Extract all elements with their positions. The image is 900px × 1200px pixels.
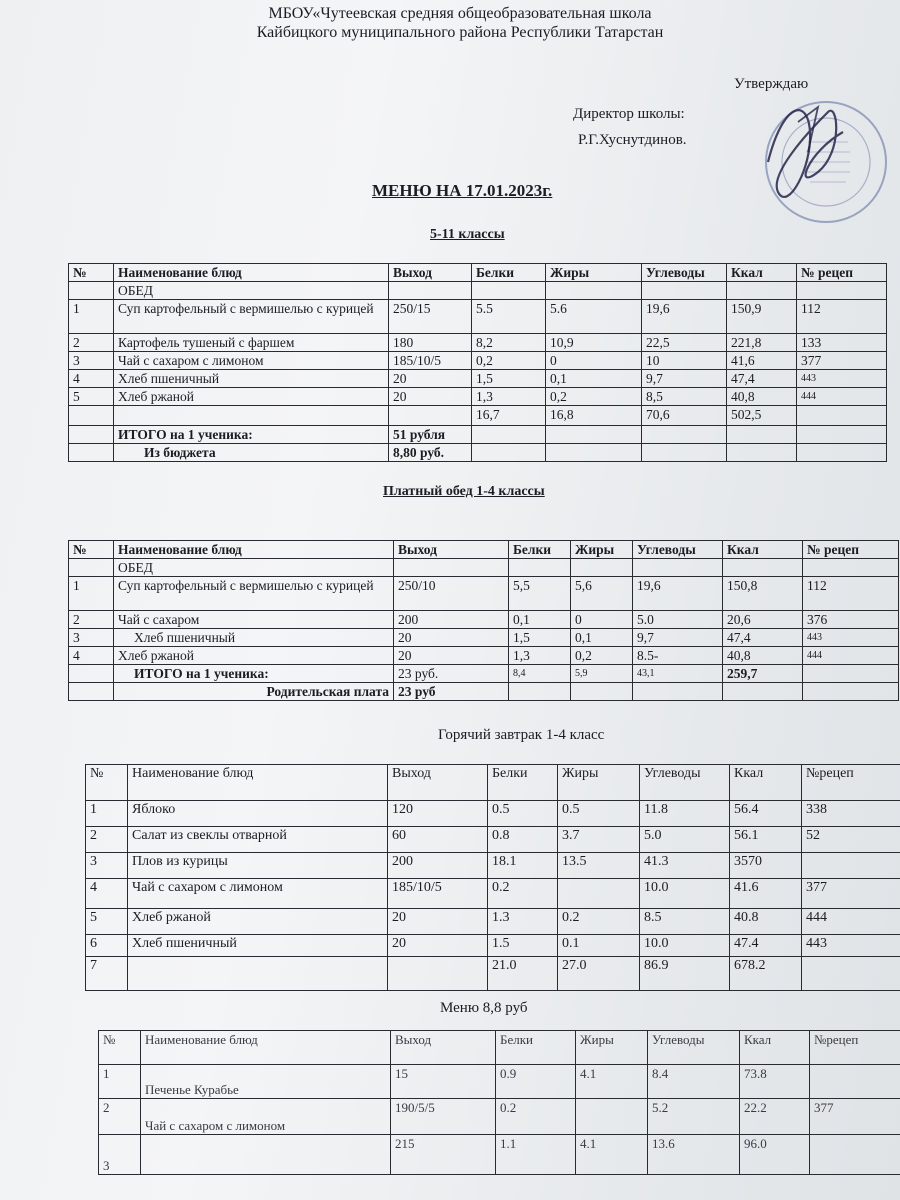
cell: 0.8 — [488, 827, 558, 853]
budget-label: Из бюджета — [114, 444, 389, 462]
section2-table — [68, 540, 899, 701]
cell: 5.0 — [640, 827, 730, 853]
cell: Печенье Курабье — [141, 1065, 391, 1099]
cell: 112 — [803, 577, 899, 611]
cell: 0,2 — [472, 352, 546, 370]
cell: 16,8 — [546, 406, 642, 426]
cell: 52 — [802, 827, 900, 853]
cell: 1,3 — [472, 388, 546, 406]
cell: 10.0 — [640, 935, 730, 957]
cell: 221,8 — [727, 334, 797, 352]
cell: 10,9 — [546, 334, 642, 352]
cell: 5.2 — [648, 1099, 740, 1135]
col-header: Углеводы — [642, 264, 727, 282]
cell: Хлеб ржаной — [114, 388, 389, 406]
table-row — [69, 629, 899, 647]
cell: 0,1 — [571, 629, 633, 647]
cell: Хлеб пшеничный — [114, 370, 389, 388]
table-header-row — [86, 765, 900, 801]
cell: 0.5 — [558, 801, 640, 827]
cell: 443 — [802, 935, 900, 957]
cell: 444 — [797, 388, 887, 406]
total-per-student-row — [69, 665, 899, 683]
cell: 5,6 — [571, 577, 633, 611]
col-header: № рецеп — [797, 264, 887, 282]
col-header: Выход — [389, 264, 472, 282]
col-header: Углеводы — [640, 765, 730, 801]
col-header: № — [99, 1031, 141, 1065]
cell: 41,6 — [727, 352, 797, 370]
total-label: ИТОГО на 1 ученика: — [114, 665, 394, 683]
cell — [576, 1099, 648, 1135]
cell: 20 — [388, 935, 488, 957]
col-header: №рецеп — [810, 1031, 900, 1065]
cell: 0,1 — [509, 611, 571, 629]
cell — [802, 853, 900, 879]
cell: 5.6 — [546, 300, 642, 334]
total-label: ИТОГО на 1 ученика: — [114, 426, 389, 444]
col-header: Ккал — [740, 1031, 810, 1065]
cell: 1 — [86, 801, 128, 827]
cell: 20 — [394, 629, 509, 647]
table-row — [86, 909, 900, 935]
cell: 6 — [86, 935, 128, 957]
total-value: 51 рубля — [389, 426, 472, 444]
cell: 56.1 — [730, 827, 802, 853]
cell: 0.5 — [488, 801, 558, 827]
menu-title: МЕНЮ НА 17.01.2023г. — [372, 181, 553, 200]
school-name: МБОУ«Чутеевская средняя общеобразовательная школа — [268, 5, 652, 22]
col-header: № рецеп — [803, 541, 899, 559]
cell: 15 — [391, 1065, 496, 1099]
cell: 47,4 — [727, 370, 797, 388]
col-header: № — [69, 264, 114, 282]
meal-label: ОБЕД — [114, 282, 389, 300]
table-row — [99, 1065, 900, 1099]
cell: 200 — [394, 611, 509, 629]
col-header: Наименование блюд — [141, 1031, 391, 1065]
col-header: №рецеп — [802, 765, 900, 801]
cell: 185/10/5 — [389, 352, 472, 370]
section2-subtitle: Платный обед 1-4 классы — [383, 484, 545, 499]
cell: 11.8 — [640, 801, 730, 827]
cell: 3 — [99, 1135, 141, 1175]
cell: 20 — [389, 370, 472, 388]
totals-row — [69, 406, 887, 426]
cell: Чай с сахаром с лимоном — [128, 879, 388, 909]
col-header: Ккал — [723, 541, 803, 559]
table-row — [69, 370, 887, 388]
col-header: Белки — [496, 1031, 576, 1065]
totals-row — [99, 1135, 900, 1175]
col-header: Выход — [394, 541, 509, 559]
approve-label: Утверждаю — [734, 76, 809, 92]
col-header: Ккал — [727, 264, 797, 282]
cell — [141, 1135, 391, 1175]
cell: 1 — [69, 577, 114, 611]
cell: 0.2 — [558, 909, 640, 935]
school-header — [200, 4, 720, 42]
cell: 1.5 — [488, 935, 558, 957]
col-header: Наименование блюд — [128, 765, 388, 801]
parent-fee-row — [69, 683, 899, 701]
cell: 86.9 — [640, 957, 730, 991]
cell: 4 — [69, 370, 114, 388]
cell: 112 — [797, 300, 887, 334]
col-header: Жиры — [558, 765, 640, 801]
cell: 444 — [803, 647, 899, 665]
cell: 443 — [803, 629, 899, 647]
cell: 338 — [802, 801, 900, 827]
col-header: Белки — [509, 541, 571, 559]
cell: 1 — [99, 1065, 141, 1099]
table-row — [69, 352, 887, 370]
cell — [128, 957, 388, 991]
cell: 16,7 — [472, 406, 546, 426]
cell: 215 — [391, 1135, 496, 1175]
section3-table — [85, 764, 900, 991]
table-row — [69, 611, 899, 629]
cell: 8.4 — [648, 1065, 740, 1099]
cell: 133 — [797, 334, 887, 352]
cell: 60 — [388, 827, 488, 853]
table-header-row — [99, 1031, 900, 1065]
cell: 8,2 — [472, 334, 546, 352]
cell: 10.0 — [640, 879, 730, 909]
table-row — [69, 300, 887, 334]
cell: 4 — [69, 647, 114, 665]
col-header: Наименование блюд — [114, 541, 394, 559]
col-header: Наименование блюд — [114, 264, 389, 282]
cell: 2 — [99, 1099, 141, 1135]
cell: 73.8 — [740, 1065, 810, 1099]
cell — [802, 957, 900, 991]
col-header: Жиры — [546, 264, 642, 282]
table-row — [69, 388, 887, 406]
cell: 43,1 — [633, 665, 723, 683]
cell: 20 — [389, 388, 472, 406]
col-header: Выход — [388, 765, 488, 801]
cell: Суп картофельный с вермишелью с курицей — [114, 577, 394, 611]
cell: 150,9 — [727, 300, 797, 334]
col-header: Белки — [472, 264, 546, 282]
cell: 19,6 — [633, 577, 723, 611]
cell — [810, 1065, 900, 1099]
table-row — [86, 879, 900, 909]
cell: 1,3 — [509, 647, 571, 665]
cell: 5.0 — [633, 611, 723, 629]
table-row — [86, 801, 900, 827]
cell: 9,7 — [633, 629, 723, 647]
cell: 3 — [69, 629, 114, 647]
cell: 5 — [69, 388, 114, 406]
cell: 3570 — [730, 853, 802, 879]
cell: Чай с сахаром с лимоном — [141, 1099, 391, 1135]
cell: 377 — [797, 352, 887, 370]
cell: 1,5 — [509, 629, 571, 647]
cell: 0.9 — [496, 1065, 576, 1099]
col-header: Выход — [391, 1031, 496, 1065]
col-header: Белки — [488, 765, 558, 801]
cell: 8,5 — [642, 388, 727, 406]
cell: Хлеб пшеничный — [128, 935, 388, 957]
cell: 2 — [69, 611, 114, 629]
cell: 377 — [810, 1099, 900, 1135]
cell: 19,6 — [642, 300, 727, 334]
section1-subtitle: 5-11 классы — [430, 227, 505, 242]
cell: 13.5 — [558, 853, 640, 879]
cell: 678.2 — [730, 957, 802, 991]
cell: 10 — [642, 352, 727, 370]
cell: Салат из свеклы отварной — [128, 827, 388, 853]
table-header-row — [69, 264, 887, 282]
col-header: Углеводы — [648, 1031, 740, 1065]
meal-row — [69, 559, 899, 577]
cell: 0.2 — [488, 879, 558, 909]
cell: 1.1 — [496, 1135, 576, 1175]
cell — [388, 957, 488, 991]
cell: 7 — [86, 957, 128, 991]
school-district: Кайбицкого муниципального района Республики Татарстан — [256, 24, 664, 41]
col-header: Жиры — [571, 541, 633, 559]
cell: 1.3 — [488, 909, 558, 935]
col-header: Углеводы — [633, 541, 723, 559]
cell: 18.1 — [488, 853, 558, 879]
col-header: Жиры — [576, 1031, 648, 1065]
cell: 8,4 — [509, 665, 571, 683]
cell: 377 — [802, 879, 900, 909]
cell: Чай с сахаром — [114, 611, 394, 629]
cell: 8.5 — [640, 909, 730, 935]
table-row — [86, 853, 900, 879]
cell: 4.1 — [576, 1135, 648, 1175]
section3-subtitle: Горячий завтрак 1-4 класс — [438, 727, 605, 743]
cell: 21.0 — [488, 957, 558, 991]
cell: Хлеб пшеничный — [114, 629, 394, 647]
cell: 70,6 — [642, 406, 727, 426]
cell — [558, 879, 640, 909]
cell: 185/10/5 — [388, 879, 488, 909]
cell: 120 — [388, 801, 488, 827]
cell: 20 — [388, 909, 488, 935]
cell: Яблоко — [128, 801, 388, 827]
table-header-row — [69, 541, 899, 559]
cell: 200 — [388, 853, 488, 879]
cell: 5.5 — [472, 300, 546, 334]
cell: 0.2 — [496, 1099, 576, 1135]
cell: 1 — [69, 300, 114, 334]
cell: 22,5 — [642, 334, 727, 352]
cell: 40,8 — [723, 647, 803, 665]
table-row — [99, 1099, 900, 1135]
cell: 40.8 — [730, 909, 802, 935]
cell: 180 — [389, 334, 472, 352]
cell: Хлеб ржаной — [114, 647, 394, 665]
cell: 259,7 — [723, 665, 803, 683]
cell: 3 — [69, 352, 114, 370]
cell: 2 — [69, 334, 114, 352]
cell: 5 — [86, 909, 128, 935]
total-per-student-row — [69, 426, 887, 444]
cell: 444 — [802, 909, 900, 935]
cell: 13.6 — [648, 1135, 740, 1175]
cell: 9,7 — [642, 370, 727, 388]
section1-table — [68, 263, 887, 462]
cell: 41.3 — [640, 853, 730, 879]
cell: 250/10 — [394, 577, 509, 611]
meal-row — [69, 282, 887, 300]
cell: 4 — [86, 879, 128, 909]
director-position: Директор школы: — [573, 106, 685, 122]
school-stamp-and-signature — [748, 92, 888, 232]
col-header: № — [69, 541, 114, 559]
total-value: 23 руб. — [394, 665, 509, 683]
cell — [810, 1135, 900, 1175]
table-row — [69, 334, 887, 352]
cell: Суп картофельный с вермишелью с курицей — [114, 300, 389, 334]
budget-row — [69, 444, 887, 462]
cell: 1,5 — [472, 370, 546, 388]
cell: 0.1 — [558, 935, 640, 957]
col-header: Ккал — [730, 765, 802, 801]
cell: 2 — [86, 827, 128, 853]
cell: 47,4 — [723, 629, 803, 647]
parent-fee-value: 23 руб — [394, 683, 509, 701]
cell: 150,8 — [723, 577, 803, 611]
cell: 376 — [803, 611, 899, 629]
cell: 27.0 — [558, 957, 640, 991]
totals-row — [86, 957, 900, 991]
cell: 3.7 — [558, 827, 640, 853]
section4-subtitle: Меню 8,8 руб — [440, 1000, 528, 1016]
cell: 96.0 — [740, 1135, 810, 1175]
cell: Плов из курицы — [128, 853, 388, 879]
cell: 250/15 — [389, 300, 472, 334]
cell: 5,9 — [571, 665, 633, 683]
cell: 20,6 — [723, 611, 803, 629]
cell: 47.4 — [730, 935, 802, 957]
table-row — [69, 577, 899, 611]
cell: 4.1 — [576, 1065, 648, 1099]
table-row — [86, 935, 900, 957]
cell: 3 — [86, 853, 128, 879]
cell: 8.5- — [633, 647, 723, 665]
cell: 0 — [546, 352, 642, 370]
cell: 20 — [394, 647, 509, 665]
cell: 0,1 — [546, 370, 642, 388]
cell: 0,2 — [546, 388, 642, 406]
cell: 22.2 — [740, 1099, 810, 1135]
cell: 41.6 — [730, 879, 802, 909]
section4-table — [98, 1030, 900, 1175]
cell: 0 — [571, 611, 633, 629]
cell: 443 — [797, 370, 887, 388]
cell: 190/5/5 — [391, 1099, 496, 1135]
table-row — [69, 647, 899, 665]
director-name: Р.Г.Хуснутдинов. — [578, 132, 687, 148]
cell: 502,5 — [727, 406, 797, 426]
table-row — [86, 827, 900, 853]
cell: Картофель тушеный с фаршем — [114, 334, 389, 352]
meal-label: ОБЕД — [114, 559, 394, 577]
cell: 40,8 — [727, 388, 797, 406]
cell: Хлеб ржаной — [128, 909, 388, 935]
cell: 5,5 — [509, 577, 571, 611]
cell: 0,2 — [571, 647, 633, 665]
cell: Чай с сахаром с лимоном — [114, 352, 389, 370]
parent-fee-label: Родительская плата — [114, 683, 394, 701]
cell: 56.4 — [730, 801, 802, 827]
col-header: № — [86, 765, 128, 801]
budget-value: 8,80 руб. — [389, 444, 472, 462]
